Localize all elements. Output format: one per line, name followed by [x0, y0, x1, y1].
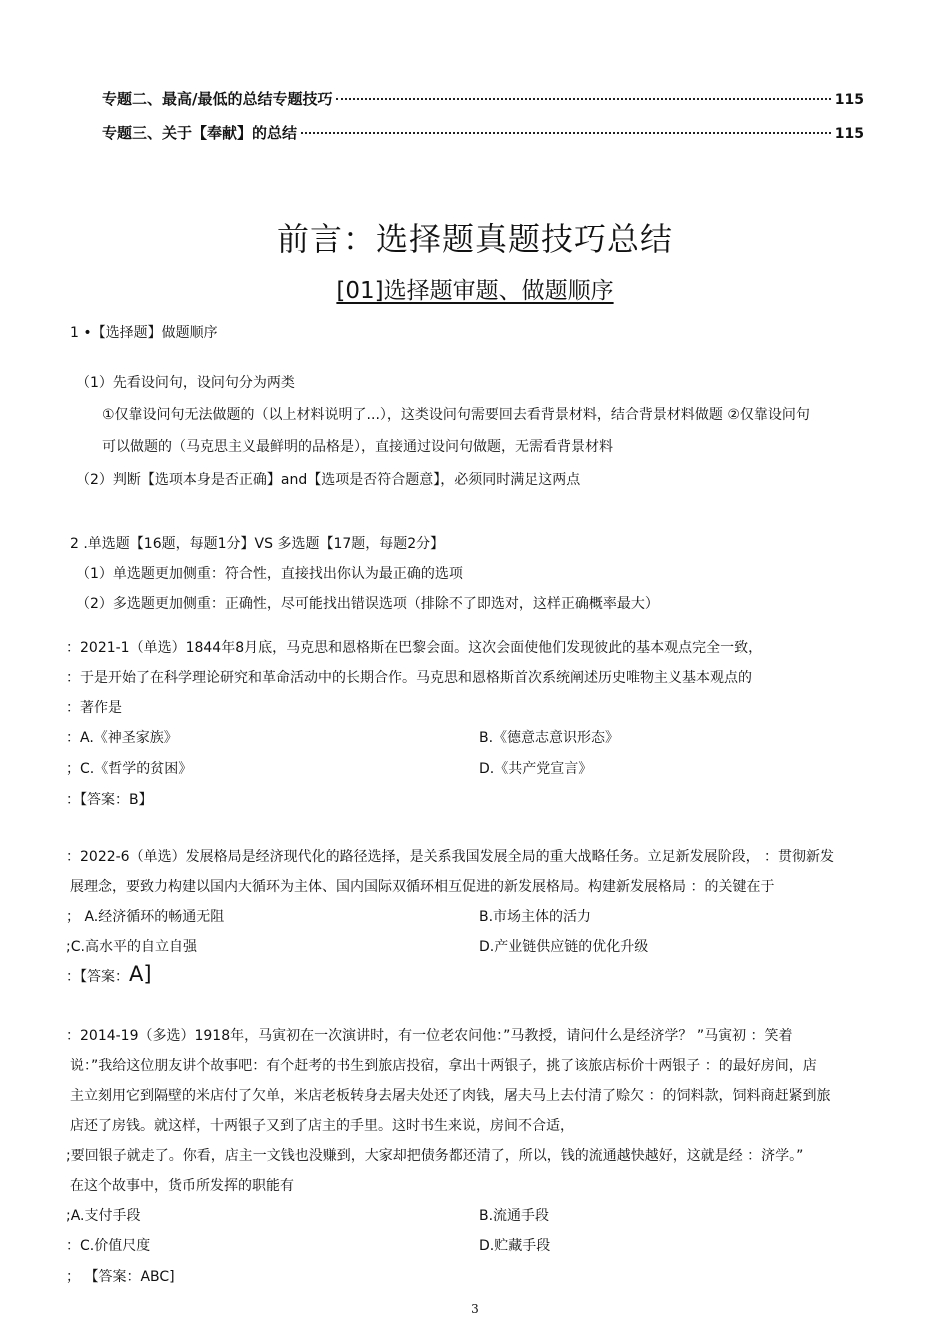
- question-line: 店还了房钱。就这样，十两银子又到了店主的手里。这时书生来说，房间不合适，: [70, 1118, 574, 1134]
- toc-title: 专题二、最高/最低的总结专题技巧: [102, 90, 333, 108]
- toc-leader: [336, 98, 830, 100]
- paragraph-line: （1）先看设问句，设问句分为两类: [76, 375, 295, 391]
- answer: [66, 962, 152, 986]
- question-line: 展理念，要致力构建以国内大循环为主体、国内国际双循环相互促进的新发展格局。构建新发展格局 ：的关键在于: [70, 879, 775, 895]
- option-d: D.贮藏手段: [479, 1238, 551, 1254]
- question-line: ：2021-1（单选）1844年8月底，马克思和恩格斯在巴黎会面。这次会面使他们发现彼此的基本观点完全一致，: [66, 640, 763, 656]
- option-a: ：A.《神圣家族》: [66, 730, 178, 746]
- option-c: ：C.价值尺度: [66, 1238, 151, 1254]
- option-b: B.市场主体的活力: [479, 909, 592, 925]
- question-line: ：2014-19（多选）1918年，马寅初在一次演讲时，有一位老农问他：”马教授，请问什么是经济学？ ”马寅初 ：笑着: [66, 1028, 793, 1044]
- toc-leader: [301, 132, 831, 134]
- paragraph-line: 可以做题的（马克思主义最鲜明的品格是），直接通过设问句做题，无需看背景材料: [102, 439, 613, 455]
- section-title: 1 •【选择题】做题顺序: [70, 325, 218, 341]
- option-c: ；C.《哲学的贫困》: [66, 761, 193, 777]
- question-line: 在这个故事中，货币所发挥的职能有: [70, 1178, 294, 1194]
- subtitle-text: [01]选择题审题、做题顺序: [336, 278, 614, 304]
- toc-page: 115: [834, 126, 864, 142]
- option-a: ； A.经济循环的畅通无阻: [66, 909, 225, 925]
- option-b: B.流通手段: [479, 1208, 550, 1224]
- section-title: 2 .单选题【16题，每题1分】VS 多选题【17题，每题2分】: [70, 536, 445, 552]
- option-a: ;A.支付手段: [66, 1208, 141, 1224]
- answer-prefix: ：【答案：: [66, 969, 129, 985]
- answer-value: A]: [129, 962, 152, 986]
- option-c: ;C.高水平的自立自强: [66, 939, 197, 955]
- question-line: 说：”我给这位朋友讲个故事吧：有个赶考的书生到旅店投宿，拿出十两银子，挑了该旅店标价十两银子 ：的最好房间，店: [70, 1058, 817, 1074]
- option-d: D.产业链供应链的优化升级: [479, 939, 649, 955]
- toc-page: 115: [834, 92, 864, 108]
- toc-entry[interactable]: [102, 122, 864, 144]
- paragraph-line: （1）单选题更加侧重：符合性，直接找出你认为最正确的选项: [76, 566, 463, 582]
- toc-entry[interactable]: [102, 88, 864, 110]
- question-line: 主立刻用它到隔壁的米店付了欠单，米店老板转身去屠夫处还了肉钱，屠夫马上去付清了赊欠 ：的饲料款，饲料商赶紧到旅: [70, 1088, 831, 1104]
- section-subtitle: [0, 272, 950, 305]
- paragraph-line: （2）多选题更加侧重：正确性，尽可能找出错误选项（排除不了即选对，这样正确概率最大）: [76, 596, 659, 612]
- question-line: ：2022-6（单选）发展格局是经济现代化的路径选择，是关系我国发展全局的重大战略任务。立足新发展阶段， ：贯彻新发: [66, 849, 835, 865]
- paragraph-line: （2）判断【选项本身是否正确】and【选项是否符合题意】，必须同时满足这两点: [76, 472, 581, 488]
- question-line: ：于是开始了在科学理论研究和革命活动中的长期合作。马克思和恩格斯首次系统阐述历史唯物主义基本观点的: [66, 670, 752, 686]
- answer: ； 【答案：ABC]: [66, 1269, 175, 1285]
- question-line: ：著作是: [66, 700, 122, 716]
- paragraph-line: ①仅靠设问句无法做题的（以上材料说明了...），这类设问句需要回去看背景材料，结合背景材料做题 ②仅靠设问句: [102, 407, 810, 423]
- question-line: ;要回银子就走了。你看，店主一文钱也没赚到，大家却把债务都还清了，所以，钱的流通越快越好，这就是经 ：济学。”: [66, 1148, 804, 1164]
- option-b: B.《德意志意识形态》: [479, 730, 620, 746]
- page-title: 前言：选择题真题技巧总结: [276, 220, 673, 258]
- page-number: 3: [471, 1302, 479, 1316]
- toc-title: 专题三、关于【奉献】的总结: [102, 124, 298, 142]
- answer: ：【答案：B】: [66, 792, 153, 808]
- option-d: D.《共产党宣言》: [479, 761, 593, 777]
